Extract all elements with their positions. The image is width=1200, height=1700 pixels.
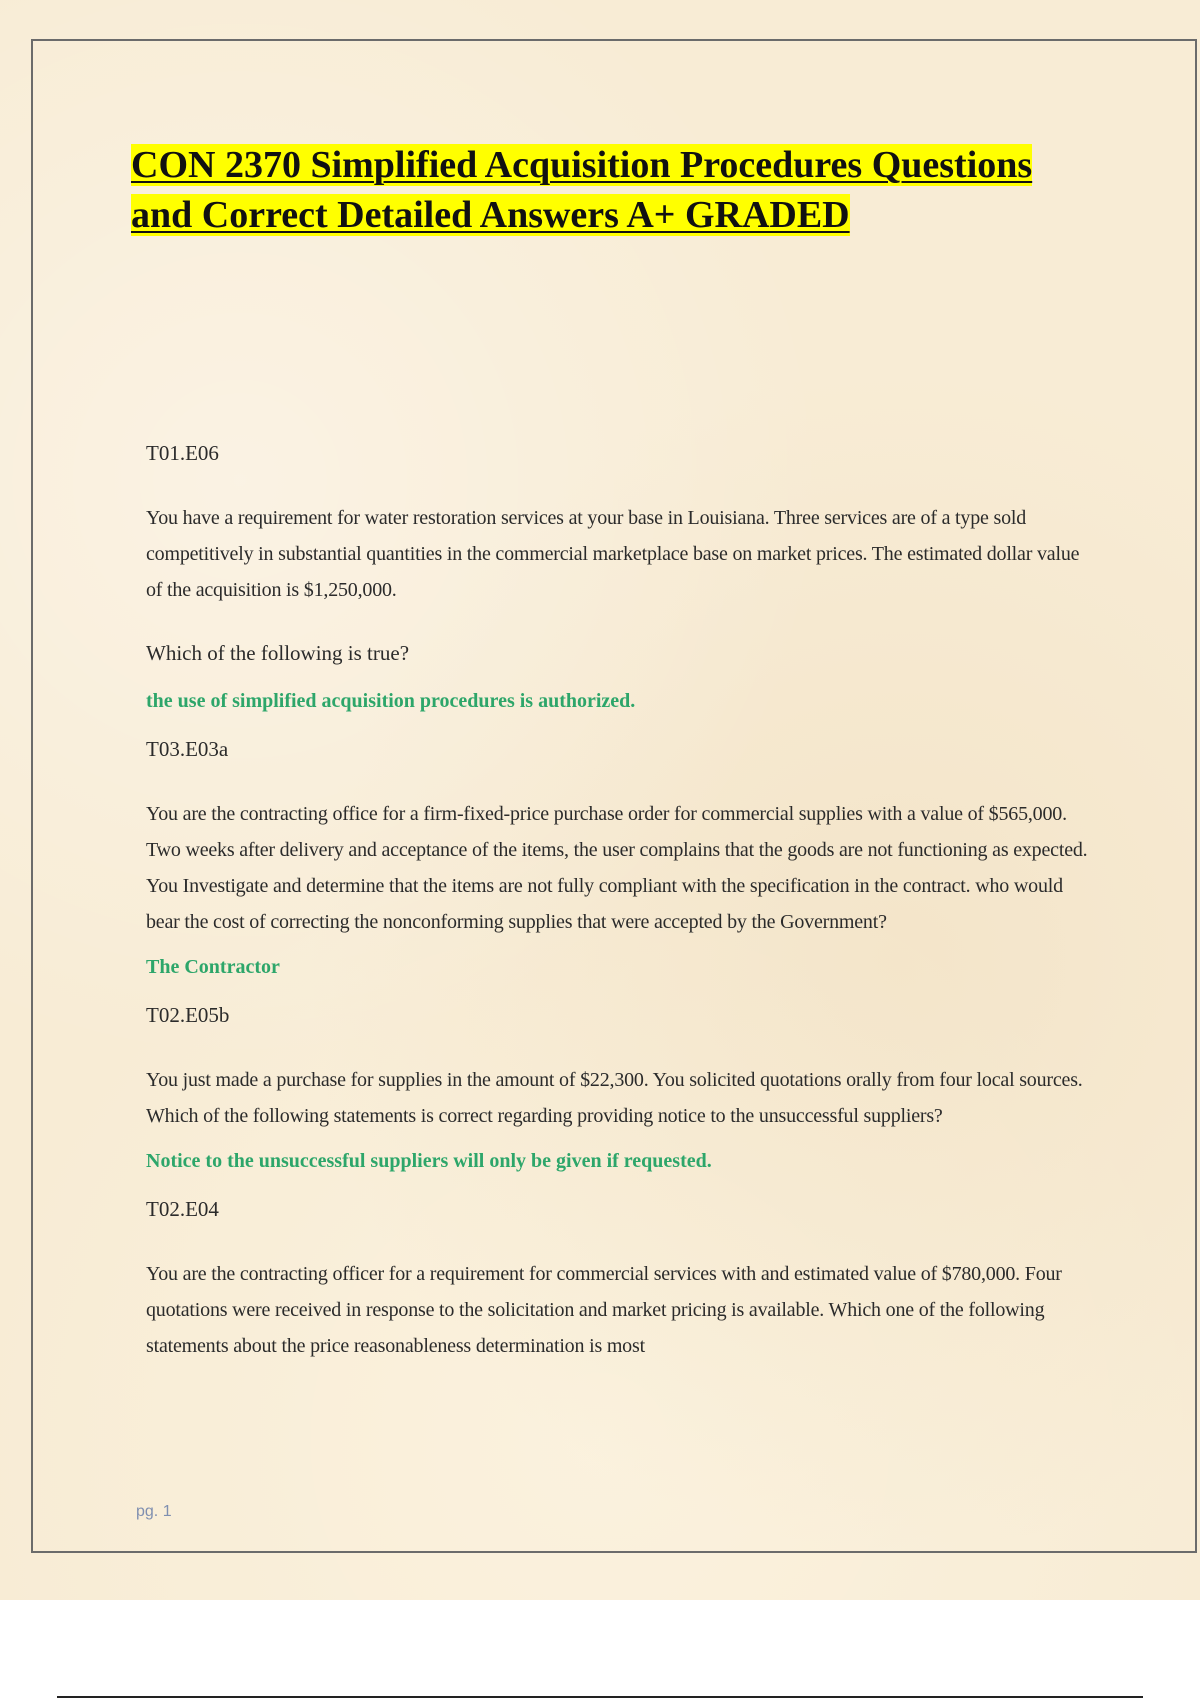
answer-text: the use of simplified acquisition procedures is authorized. (146, 690, 636, 712)
question-prompt: Which of the following is true? (146, 641, 410, 665)
question-code: T01.E06 (146, 441, 219, 465)
page-number: pg. 1 (136, 1503, 172, 1520)
document-title (131, 140, 1131, 240)
question-block (146, 1002, 1096, 1174)
question-block (146, 736, 1096, 980)
question-code: T02.E05b (146, 1003, 230, 1027)
question-text: You are the contracting office for a firm-fixed-price purchase order for commercial supplies with a value of $565,000. Two weeks after delivery and acceptance of the items, the user complains that the goods are not functioning as expected. You Investigate and determine that the items are not fully compliant with the specification in the contract. who would bear the cost of correcting the nonconforming supplies that were accepted by the Government? (146, 803, 1088, 933)
question-block (146, 1196, 1096, 1364)
question-text: You just made a purchase for supplies in the amount of $22,300. You solicited quotations orally from four local sources. Which of the following statements is correct regarding providing notice to the unsuccessful suppliers? (146, 1069, 1083, 1127)
question-text: You have a requirement for water restoration services at your base in Louisiana. Three services are of a type sold competitively in substantial quantities in the commercial marketplace base on market prices. The estimated dollar value of the acquisition is $1,250,000. (146, 507, 1080, 601)
question-text: You are the contracting officer for a requirement for commercial services with and estimated value of $780,000. Four quotations were received in response to the solicitation and market pricing is available. Which one of the following statements about the price reasonableness determination is most (146, 1263, 1062, 1357)
title-line-1: CON 2370 Simplified Acquisition Procedures Questions (131, 144, 1033, 186)
answer-text: The Contractor (146, 956, 280, 978)
bottom-divider (57, 1696, 1143, 1698)
answer-text: Notice to the unsuccessful suppliers will only be given if requested. (146, 1150, 712, 1172)
question-code: T03.E03a (146, 737, 229, 761)
document-body (146, 440, 1096, 1364)
question-code: T02.E04 (146, 1197, 219, 1221)
question-block (146, 440, 1096, 714)
title-line-2: and Correct Detailed Answers A+ GRADED (131, 194, 850, 236)
